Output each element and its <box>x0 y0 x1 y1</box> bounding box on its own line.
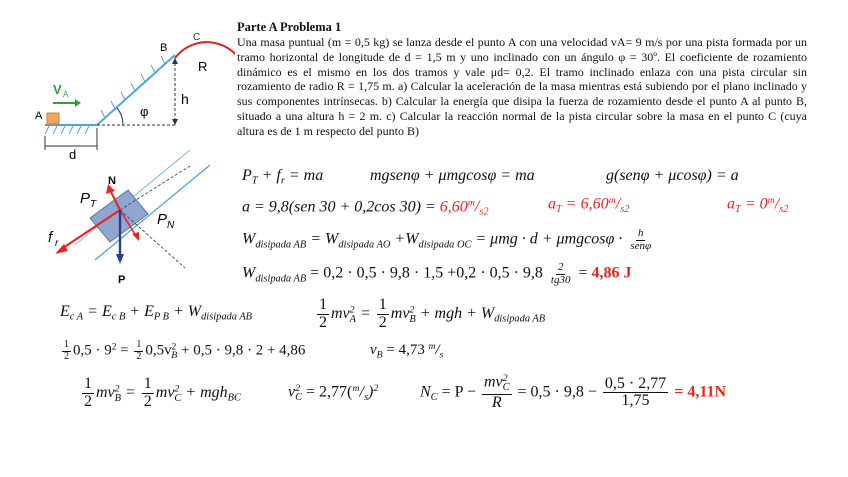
point-c-label: C <box>193 32 201 43</box>
equation-dissipated-value: $W_{disipada AB} = 0,2 \cdot 0,5 \cdot 9,8 \cdot 1,5 +0,2 \cdot 0,5 \cdot 9,8$ $\frac{2}{tg30}$ = 4,86 J <box>242 261 632 286</box>
equation-kinetic-balance: $\frac{1}{2}$ $mv^2_A$ = $\frac{1}{2}$ $mv^2_B$ + mgh + $W_{disipada AB}$ <box>319 296 546 331</box>
pt-sub-label: T <box>90 199 97 210</box>
acceleration-result: 6,60 <box>439 198 468 216</box>
normal-acceleration: $a_T = 0^m/_{s2}$ <box>727 195 789 216</box>
equation-dissipated-work: $W_{disipada AB} = W_{disipada AO} +W_{disipada OC} = \mu mg \cdot d + \mu mgcos\varphi$ · $\frac{h}{\text{senφ}}$ <box>242 227 652 252</box>
radius-label: R <box>198 59 208 74</box>
friction-sub-label: r <box>55 238 59 249</box>
mass-block <box>47 113 59 124</box>
equation-energy-bc: $\frac{1}{2}$ $mv^2_B$ = $\frac{1}{2}$ $mv^2_C + mgh_{BC}$ <box>84 375 241 410</box>
va-label: V <box>53 82 62 97</box>
angle-label: φ <box>140 104 149 119</box>
normal-reaction-result: = 4,11N <box>674 383 727 401</box>
force-diagram <box>40 150 215 290</box>
friction-label: f <box>48 229 53 246</box>
distance-label: d <box>69 147 77 160</box>
pt-label: P <box>80 190 91 207</box>
pn-label: P <box>157 211 168 228</box>
height-label: h <box>181 91 189 107</box>
point-a-label: A <box>35 110 43 122</box>
incline-track <box>97 55 175 125</box>
dissipated-result: 4,86 J <box>591 264 632 282</box>
equation-acceleration-value: a = 9,8(sen 30 + 0,2cos $30) = 6,60^m/_{s2}$ <box>242 198 489 219</box>
equation-forces: mgsenφ + μmgcosφ = ma <box>370 167 535 184</box>
equation-energy-balance: $E_{c A} = E_{c B} + E_{P B} + W_{disipada AB}$ <box>60 303 253 323</box>
normal-label: N <box>108 175 116 187</box>
vc-squared: $v^2_C = 2,77(^m/_s)^2$ <box>288 383 379 404</box>
weight-label: P <box>118 274 126 286</box>
equation-acceleration-general: g(senφ + μcosφ) = a <box>606 167 739 184</box>
problem-statement: Una masa puntual (m = 0,5 kg) se lanza desde el punto A con una velocidad vA= 9 m/s por una pista formada por un tramo horizontal de longitude de d = 1,5 m y uno inclinado con un ángulo φ = 30º. El coeficiente de rozamiento dinámico es el mismo en los dos tramos y vale μd= 0,2. El tramo inclinado enlaza con una pista circular sin rozamiento de radio R = 1,75 m. a) Calcular la aceleración de la masa mientras está subiendo por el plano inclinado y sus componentes intrínsecas. b) Calcular la energía que disipa la fuerza de rozamiento desde el punto A al punto B, situado a una altura h = 2 m. c) Calcular la reacción normal de la pista circular sobre la masa en el punto C (cuya altura es de 1 m respecto del punto B) <box>237 35 807 138</box>
vb-result: $v_B = 4,73$ $^m/_s$ <box>370 342 444 361</box>
equation-energy-values: $\frac{1}{2}$ $0,5 \cdot 9^2$ = $\frac{1}{2}$ $0,5v^2_B + 0,5 \cdot 9,8 \cdot 2 + 4,86$ <box>64 339 306 362</box>
problem-heading: Parte A Problema 1 <box>237 20 342 34</box>
track-diagram <box>35 30 235 160</box>
point-b-label: B <box>160 42 168 54</box>
equation-normal-reaction: $N_C = P$ − $\frac{mv^2_C}{R}$ = 0,5 · 9,8 − $\frac{0,5 \cdot 2,77}{1,75}$ = 4,11N <box>420 373 727 411</box>
equation-newton: $P_T + f_r$ = ma <box>242 167 324 187</box>
pn-sub-label: N <box>167 220 175 231</box>
va-sub-label: A <box>63 90 69 99</box>
tangential-acceleration: $a_T = 6,60^m/_{s2}$ <box>548 195 630 216</box>
